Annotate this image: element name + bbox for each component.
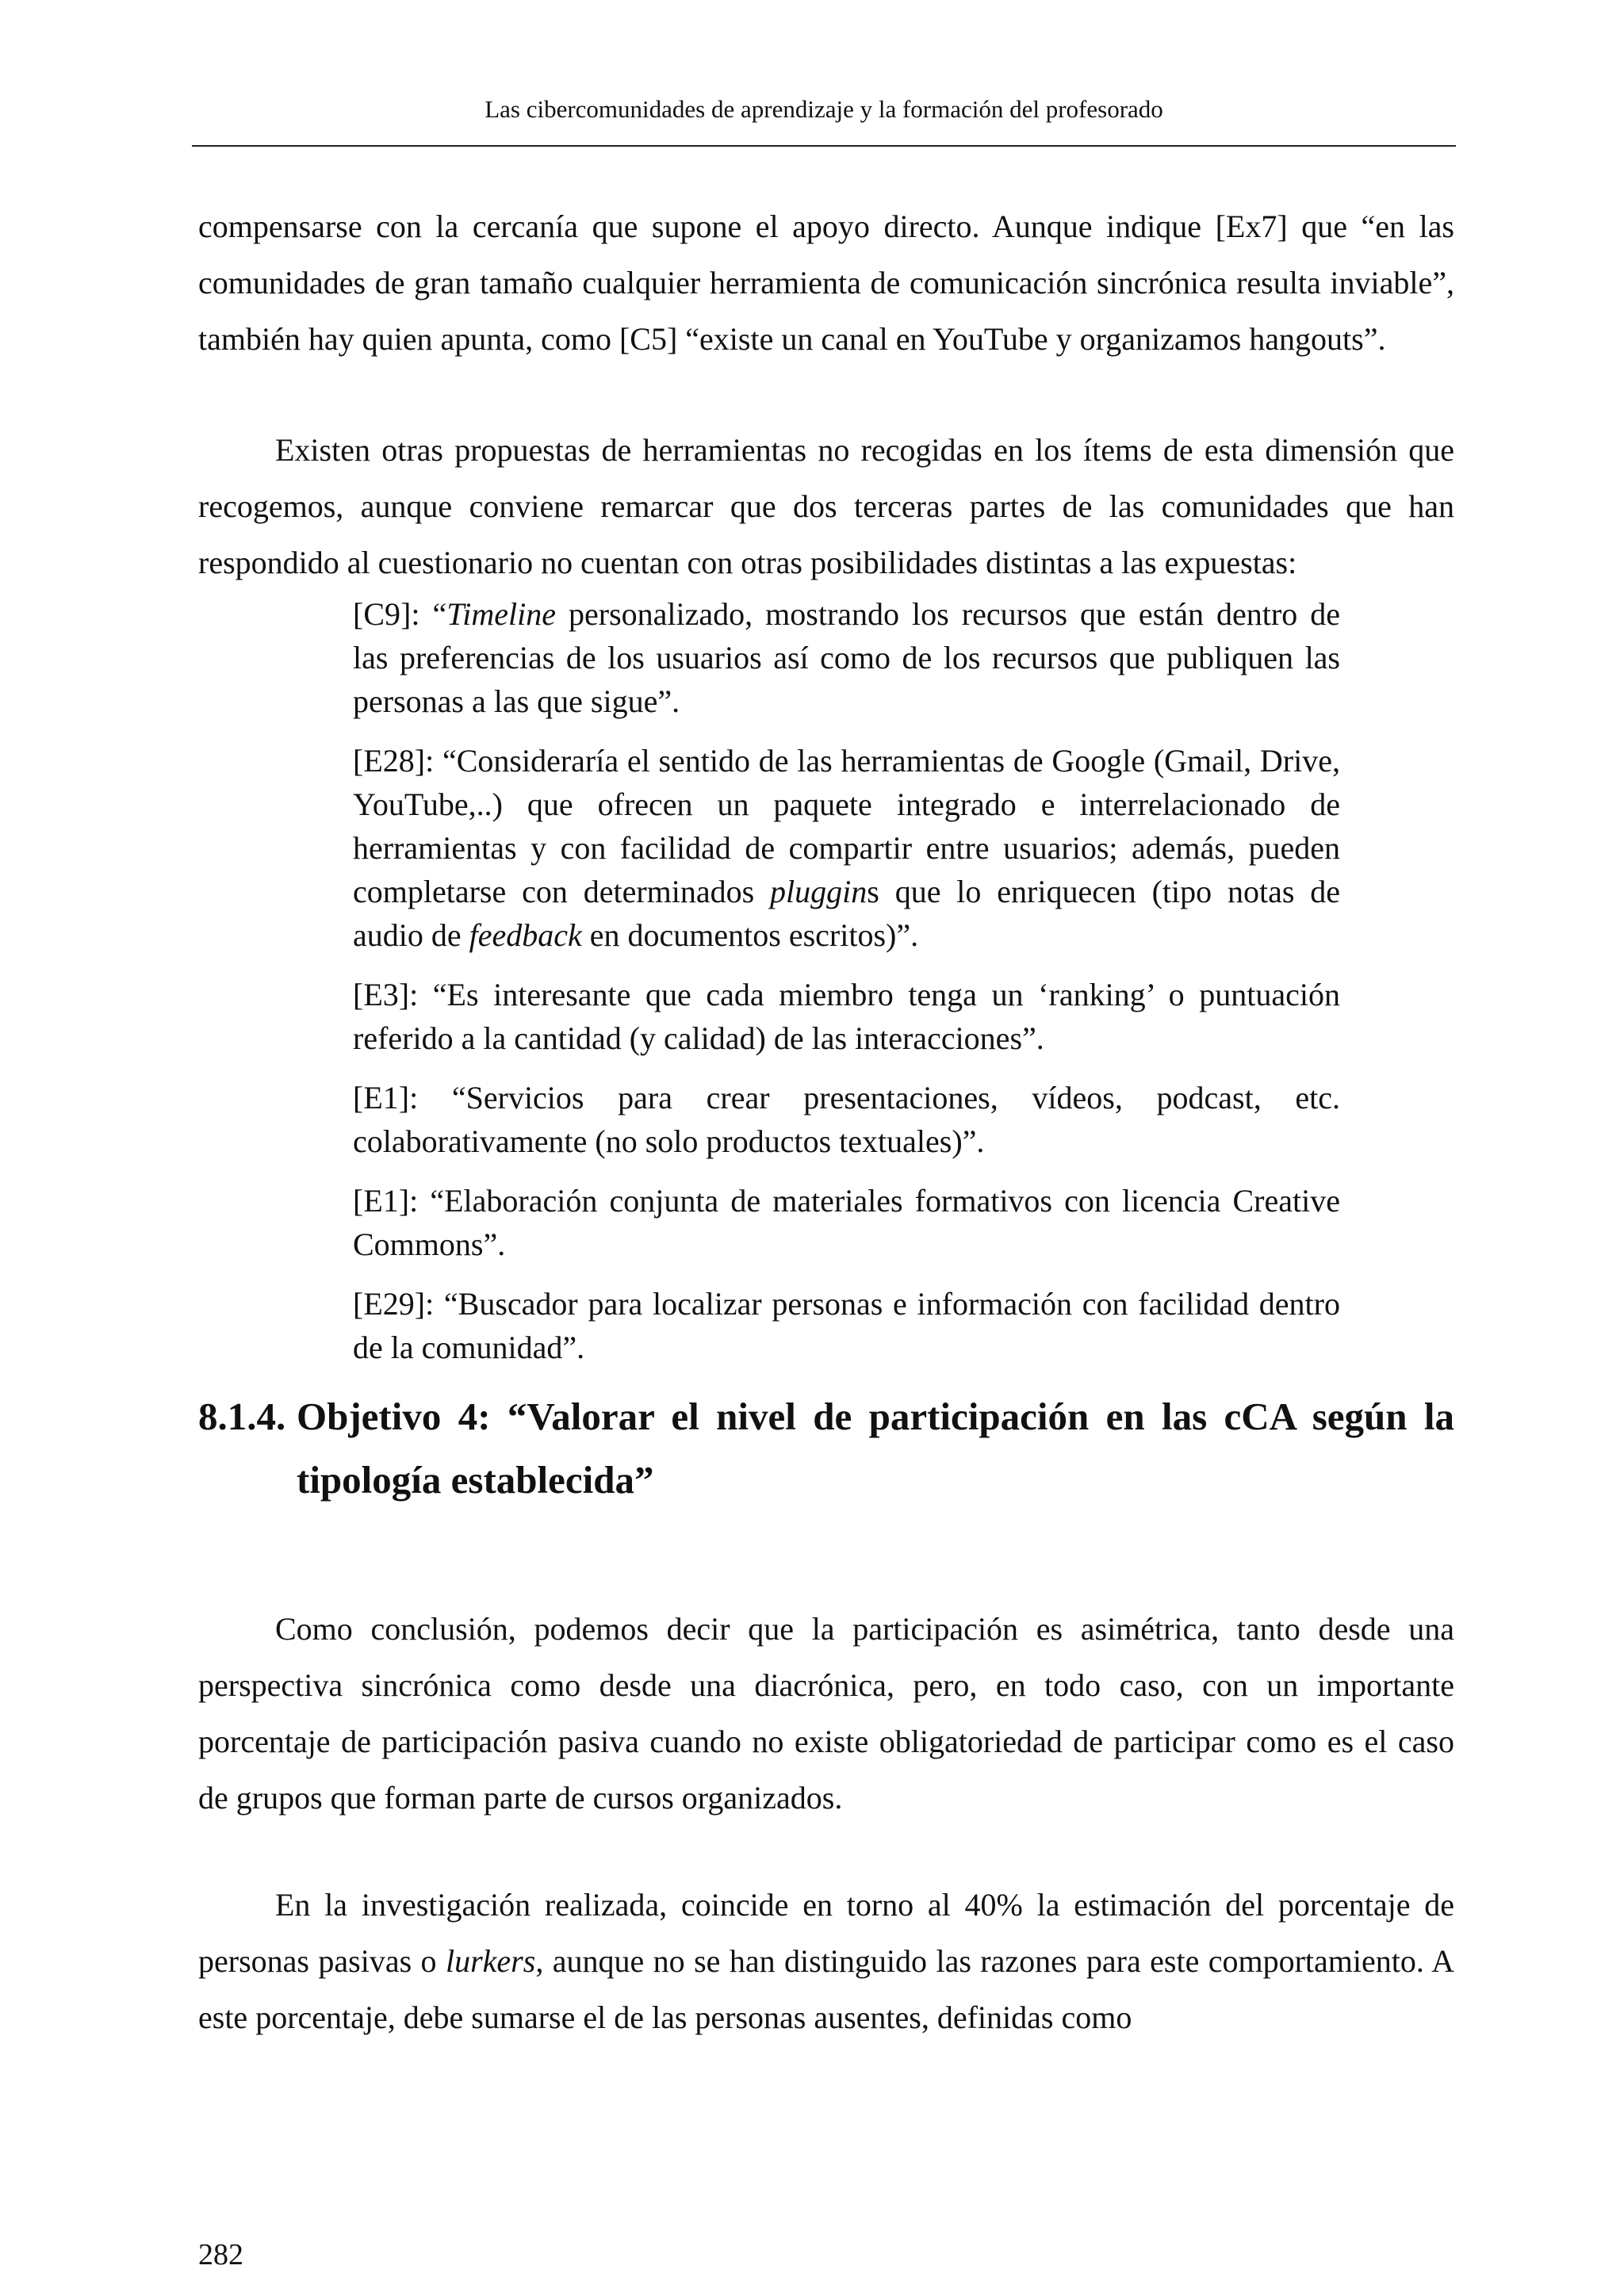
paragraph-1: compensarse con la cercanía que supone el apoyo directo. Aunque indique [Ex7] que “en las comunidades de gran tamaño cualquier herramienta de comunicación sincrónica resulta inviable”, también hay quien apunta, como [C5] “existe un canal en YouTube y organizamos hangouts”. bbox=[198, 209, 1454, 357]
running-header: Las cibercomunidades de aprendizaje y la formación del profesorado bbox=[485, 95, 1163, 123]
section-title: Objetivo 4: “Valorar el nivel de participación en las cCA según la tipología establecida” bbox=[297, 1395, 1454, 1502]
quote-e1-services: [E1]: “Servicios para crear presentaciones, vídeos, podcast, etc. colaborativamente (no solo productos textuales)”. bbox=[353, 1080, 1340, 1159]
quote-e1-materials: [E1]: “Elaboración conjunta de materiales formativos con licencia Creative Commons”. bbox=[353, 1183, 1340, 1262]
page-body bbox=[198, 198, 1454, 2045]
quote-e28-italic-feedback: feedback bbox=[469, 917, 582, 953]
quote-c9: [C9]: “Timeline personalizado, mostrando los recursos que están dentro de las preferencias de los usuarios así como de los recursos que publiquen las personas a las que sigue”. bbox=[353, 596, 1341, 719]
quote-list bbox=[353, 592, 1340, 1369]
quote-c9-italic: Timeline bbox=[446, 596, 556, 632]
quote-e29: [E29]: “Buscador para localizar personas e información con facilidad dentro de la comunidad”. bbox=[353, 1286, 1340, 1365]
paragraph-3: Como conclusión, podemos decir que la participación es asimétrica, tanto desde una perspectiva sincrónica como desde una diacrónica, pero, en todo caso, con un importante porcentaje de participación pasiva cuando no existe obligatoriedad de participar como es el caso de grupos que forman parte de cursos organizados. bbox=[198, 1611, 1454, 1816]
paragraph-4: En la investigación realizada, coincide en torno al 40% la estimación del porcentaje de personas pasivas o lurkers, aunque no se han distinguido las razones para este comportamiento. A este porcentaje, debe sumarse el de las personas ausentes, definidas como bbox=[198, 1887, 1454, 2035]
quote-e28-italic-pluggin: pluggin bbox=[770, 874, 868, 909]
lurkers-term: lurkers bbox=[445, 1943, 536, 1979]
paragraph-2: Existen otras propuestas de herramientas no recogidas en los ítems de esta dimensión que recogemos, aunque conviene remarcar que dos terceras partes de las comunidades que han respondido al cuestionario no cuentan con otras posibilidades distintas a las expuestas: bbox=[198, 432, 1454, 580]
header-rule bbox=[192, 145, 1456, 147]
section-heading bbox=[198, 1385, 1454, 1512]
quote-e28: [E28]: “Consideraría el sentido de las herramientas de Google (Gmail, Drive, YouTube,..) que ofrecen un paquete integrado e interrelacionado de herramientas y con facilidad de compartir entre usuarios; además, pueden completarse con determinados pluggins que lo enriquecen (tipo notas de audio de feedback en documentos escritos)”. bbox=[353, 743, 1341, 953]
quote-e3: [E3]: “Es interesante que cada miembro tenga un ‘ranking’ o puntuación referido a la cantidad (y calidad) de las interacciones”. bbox=[353, 977, 1340, 1056]
section-number: 8.1.4. bbox=[198, 1395, 286, 1438]
page-number: 282 bbox=[198, 2238, 243, 2271]
